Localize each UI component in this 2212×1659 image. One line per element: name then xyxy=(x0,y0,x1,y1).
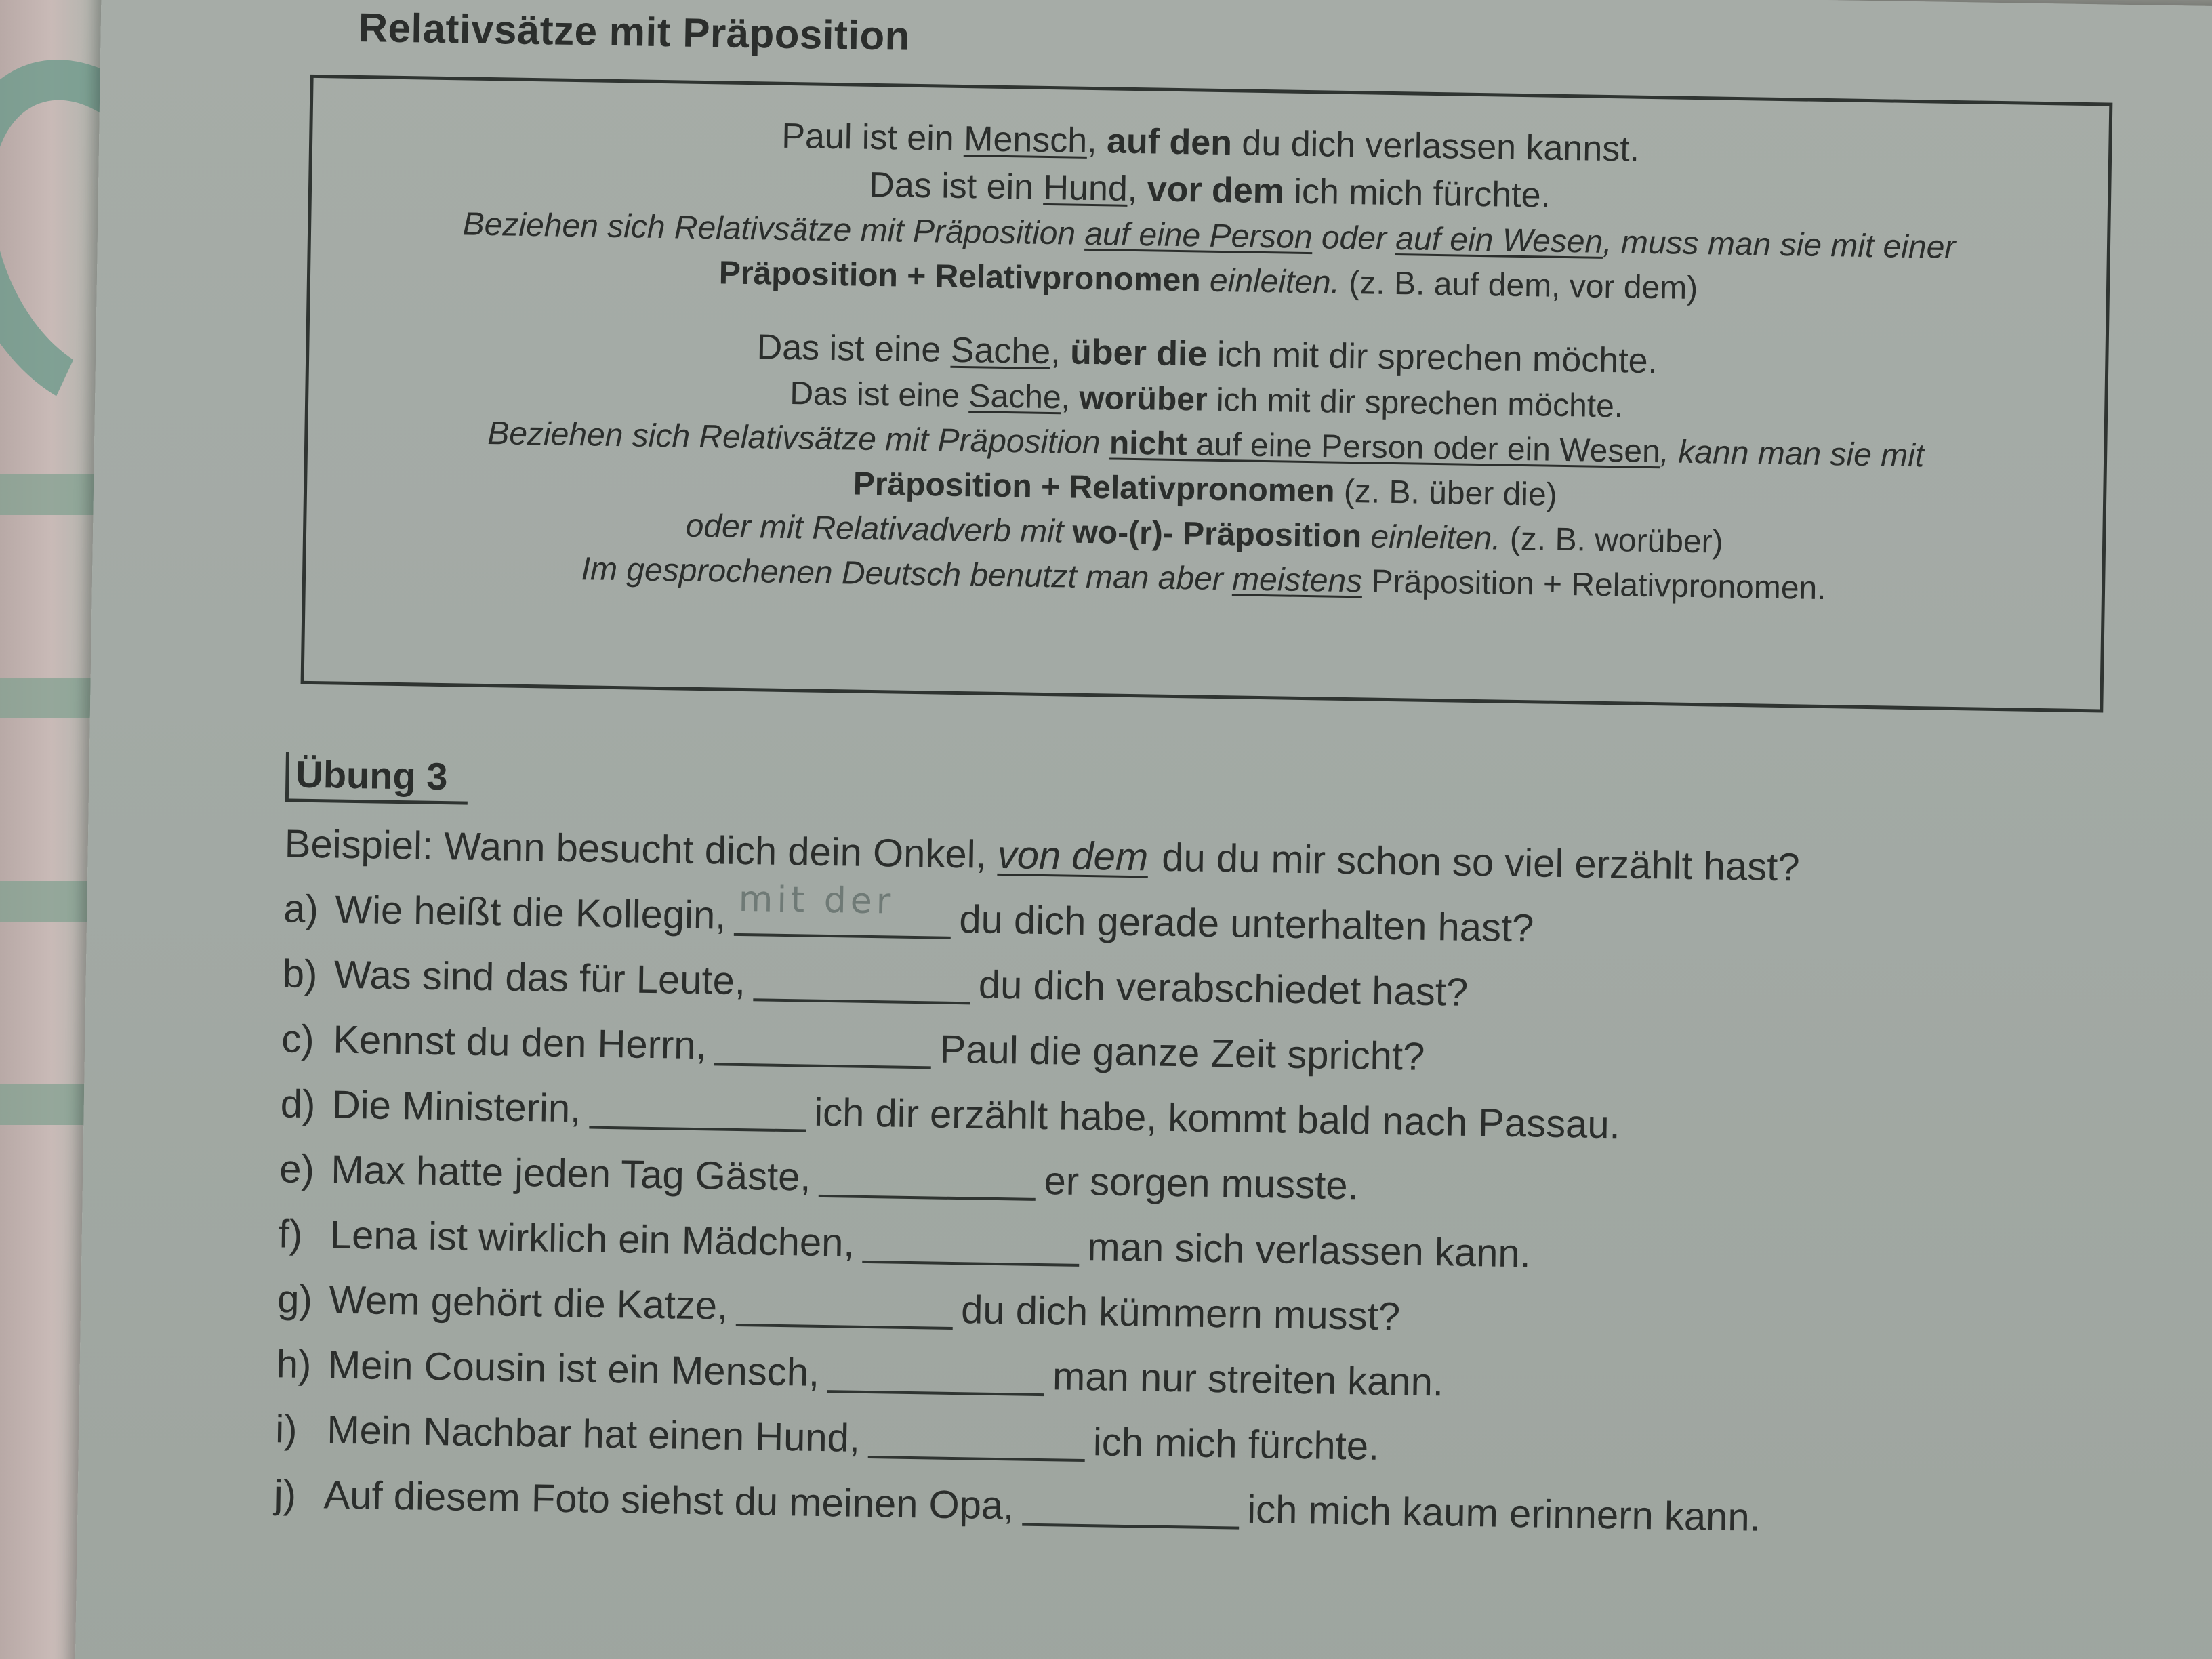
answer-blank[interactable] xyxy=(819,1154,1036,1201)
item-text-before: Lena ist wirklich ein Mädchen, xyxy=(319,1212,855,1265)
example-line: Beispiel: Wann besucht dich dein Onkel, von dem du du mir schon so viel erzählt hast? xyxy=(284,821,1801,890)
answer-blank[interactable] xyxy=(862,1220,1080,1267)
item-letter: j) xyxy=(274,1472,297,1517)
rule-text-6: Im gesprochenen Deutsch benutzt man aber meistens Präposition + Relativpronomen. xyxy=(581,551,1826,607)
item-letter: g) xyxy=(276,1277,313,1322)
underlined-noun: Hund xyxy=(1043,167,1128,209)
exercise-items xyxy=(274,876,2212,1559)
page-title: Relativsätze mit Präposition xyxy=(358,4,911,59)
item-text-after: ich dir erzählt habe, kommt bald nach Passau. xyxy=(813,1090,1621,1147)
answer-blank[interactable] xyxy=(736,1283,954,1330)
answer-blank[interactable] xyxy=(589,1086,806,1132)
bold-preposition: vor dem xyxy=(1147,169,1285,211)
exercise-heading: Übung 3 xyxy=(285,752,468,804)
item-text-after: man nur streiten kann. xyxy=(1052,1354,1444,1405)
item-text-before: Auf diesem Foto siehst du meinen Opa, xyxy=(314,1473,1015,1528)
item-text-before: Wie heißt die Kollegin, xyxy=(323,887,726,938)
item-text-before: Max hatte jeden Tag Gäste, xyxy=(319,1147,812,1200)
handwritten-answer: mit der xyxy=(738,878,895,922)
example-sentence-2: Das ist ein Hund, vor dem ich mich fürchte. xyxy=(868,165,1551,216)
rule-text-2: Präposition + Relativpronomen einleiten. (z. B. auf dem, vor dem) xyxy=(718,255,1698,307)
bold-preposition: über die xyxy=(1069,332,1208,374)
item-letter: d) xyxy=(280,1082,316,1127)
worksheet-content xyxy=(274,4,2212,1559)
item-text-before: Kennst du den Herrn, xyxy=(321,1017,708,1068)
exercise-section xyxy=(274,752,2212,1559)
answer-blank[interactable] xyxy=(868,1415,1086,1462)
item-text-after: du dich kümmern musst? xyxy=(960,1288,1401,1339)
answer-blank[interactable] xyxy=(827,1349,1045,1396)
item-text-before: Was sind das für Leute, xyxy=(323,952,746,1004)
item-letter: a) xyxy=(283,886,319,932)
item-letter: b) xyxy=(282,951,318,997)
item-letter: h) xyxy=(276,1342,312,1387)
item-text-before: Die Ministerin, xyxy=(321,1082,581,1131)
item-text-before: Mein Nachbar hat einen Hund, xyxy=(315,1408,861,1460)
item-letter: f) xyxy=(278,1212,303,1256)
rule-text-4: Präposition + Relativpronomen (z. B. über die) xyxy=(853,466,1558,513)
underlined-noun: Mensch xyxy=(963,119,1088,161)
example-sentence-4: Das ist eine Sache, worüber ich mit dir sprechen möchte. xyxy=(790,375,1624,425)
bold-preposition: auf den xyxy=(1106,121,1233,163)
underlined-noun: Sache xyxy=(950,330,1051,372)
item-text-after: du dich verabschiedet hast? xyxy=(978,962,1469,1015)
rule-text-1: Beziehen sich Relativsätze mit Präposition auf eine Person oder auf ein Wesen, muss man sie mit einer xyxy=(462,206,1956,266)
item-text-before: Mein Cousin ist ein Mensch, xyxy=(316,1343,820,1395)
item-text-after: ich mich fürchte. xyxy=(1092,1420,1380,1469)
answer-blank[interactable] xyxy=(1022,1483,1240,1530)
item-text-after: du dich gerade unterhalten hast? xyxy=(958,897,1534,951)
rule-text-5: oder mit Relativadverb mit wo-(r)- Präposition einleiten. (z. B. worüber) xyxy=(685,508,1724,560)
item-text-after: Paul die ganze Zeit spricht? xyxy=(939,1027,1425,1079)
underlined-noun: Sache xyxy=(968,378,1062,416)
item-text-after: man sich verlassen kann. xyxy=(1086,1225,1532,1276)
item-text-after: er sorgen musste. xyxy=(1044,1159,1359,1208)
item-letter: e) xyxy=(279,1147,315,1192)
answer-blank[interactable] xyxy=(714,1022,932,1069)
grammar-rule-box xyxy=(301,75,2113,713)
rule-text-3: Beziehen sich Relativsätze mit Präposition nicht auf eine Person oder ein Wesen, kann man sie mit xyxy=(487,415,1925,474)
answer-blank[interactable] xyxy=(754,958,971,1004)
example-answer: von dem xyxy=(997,832,1149,880)
bold-preposition: worüber xyxy=(1078,380,1208,418)
item-letter: c) xyxy=(281,1017,315,1062)
item-text-after: ich mich kaum erinnern kann. xyxy=(1246,1487,1761,1540)
example-sentence-1: Paul ist ein Mensch, auf den du dich verlassen kannst. xyxy=(781,116,1640,169)
answer-blank[interactable] xyxy=(734,878,951,939)
example-sentence-3: Das ist eine Sache, über die ich mit dir sprechen möchte. xyxy=(756,327,1658,382)
worksheet-paper xyxy=(75,0,2212,1659)
item-text-before: Wem gehört die Katze, xyxy=(317,1277,729,1328)
item-letter: i) xyxy=(274,1407,298,1452)
